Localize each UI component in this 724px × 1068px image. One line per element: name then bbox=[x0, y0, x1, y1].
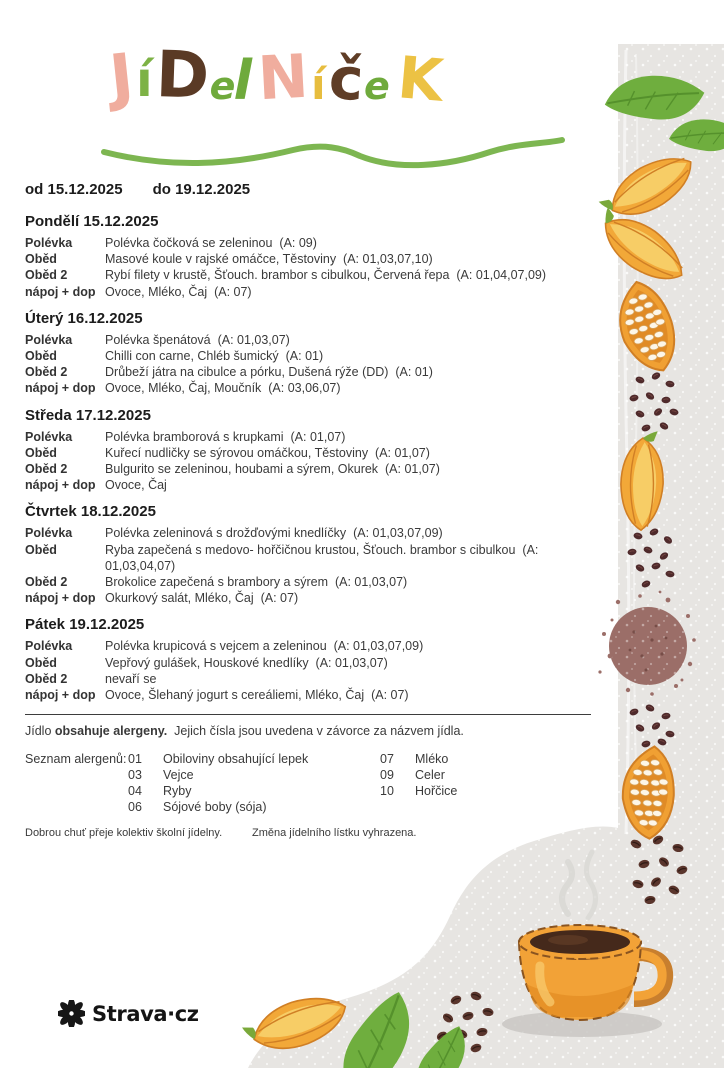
course-label: Oběd bbox=[25, 655, 57, 670]
course-label: nápoj + dop bbox=[25, 591, 96, 606]
course-text: Chilli con carne, Chléb šumický (A: 01) bbox=[105, 349, 324, 364]
course-label: Polévka bbox=[25, 526, 73, 541]
menu-row bbox=[25, 445, 600, 461]
allergen-item bbox=[380, 783, 457, 799]
course-label: Polévka bbox=[25, 332, 73, 347]
logo-letter: e bbox=[363, 64, 390, 108]
course-label: Polévka bbox=[25, 429, 73, 444]
allergen-number: 03 bbox=[128, 767, 142, 782]
course-text: Kuřecí nudličky se sýrovou omáčkou, Těstoviny (A: 01,07) bbox=[105, 445, 430, 460]
allergen-column-1 bbox=[128, 751, 380, 816]
day-section-friday bbox=[25, 616, 600, 703]
logo-underline-swoosh bbox=[98, 136, 568, 170]
course-label: Polévka bbox=[25, 639, 73, 654]
allergen-number: 10 bbox=[380, 784, 394, 799]
course-label: Oběd bbox=[25, 252, 57, 267]
footer-note bbox=[25, 827, 600, 839]
course-label: Oběd 2 bbox=[25, 671, 68, 686]
course-text: nevaří se bbox=[105, 671, 157, 686]
course-text: Ryba zapečená s medovo- hořčičnou krustou, Šťouch. brambor s cibulkou (A: 01,03,04,07) bbox=[105, 542, 542, 573]
logo-letter: í bbox=[311, 60, 326, 109]
allergen-name: Mléko bbox=[415, 751, 449, 766]
allergen-name: Sójové boby (sója) bbox=[163, 800, 267, 815]
menu-row bbox=[25, 525, 600, 541]
course-text: Vepřový gulášek, Houskové knedlíky (A: 01,03,07) bbox=[105, 655, 388, 670]
allergen-note-bold: obsahuje alergeny. bbox=[54, 724, 168, 739]
menu-row bbox=[25, 477, 600, 493]
menu-row bbox=[25, 267, 600, 283]
course-text: Polévka čočková se zeleninou (A: 09) bbox=[105, 236, 317, 250]
jidelnicek-logo bbox=[106, 38, 580, 166]
course-text: Brokolice zapečená s brambory a sýrem (A: 01,03,07) bbox=[105, 575, 408, 590]
divider-line bbox=[25, 714, 591, 715]
menu-row bbox=[25, 429, 600, 445]
allergen-item bbox=[128, 783, 380, 799]
footer-left-text: Dobrou chuť přeje kolektiv školní jídelny. bbox=[25, 826, 223, 839]
logo-letter: í bbox=[136, 52, 153, 108]
menu-row bbox=[25, 671, 600, 687]
allergen-note-prefix: Jídlo bbox=[25, 724, 55, 739]
course-label: Oběd 2 bbox=[25, 268, 68, 283]
course-text: Ovoce, Čaj bbox=[105, 478, 167, 493]
course-label: nápoj + dop bbox=[25, 478, 96, 493]
logo-letter: N bbox=[256, 41, 310, 115]
allergen-column-2 bbox=[380, 751, 457, 816]
logo-letters bbox=[106, 38, 446, 115]
day-section-monday bbox=[25, 213, 600, 300]
menu-row bbox=[25, 284, 600, 300]
allergen-note bbox=[25, 724, 600, 738]
course-text: Ovoce, Mléko, Čaj, Moučník (A: 03,06,07) bbox=[105, 381, 341, 396]
course-text: Rybí filety v krustě, Šťouch. brambor s cibulkou, Červená řepa (A: 01,04,07,09) bbox=[105, 268, 547, 283]
course-label: Oběd bbox=[25, 349, 57, 364]
logo-letter: K bbox=[394, 43, 446, 115]
allergen-name: Ryby bbox=[163, 784, 192, 799]
course-text: Ovoce, Šlehaný jogurt s cereáliemi, Mléko, Čaj (A: 07) bbox=[105, 688, 409, 703]
allergen-list bbox=[25, 751, 600, 816]
allergen-item bbox=[380, 767, 457, 783]
logo-letter: č bbox=[326, 44, 365, 114]
logo-letter: D bbox=[154, 38, 210, 114]
course-label: Oběd bbox=[25, 542, 57, 557]
allergen-name: Hořčice bbox=[415, 784, 458, 799]
course-text: Masové koule v rajské omáčce, Těstoviny (A: 01,03,07,10) bbox=[105, 252, 433, 267]
menu-row bbox=[25, 655, 600, 671]
course-label: Oběd 2 bbox=[25, 462, 68, 477]
strava-logo bbox=[58, 1000, 199, 1027]
strava-brand-text: Strava·cz bbox=[92, 1001, 199, 1026]
course-text: Polévka bramborová s krupkami (A: 01,07) bbox=[105, 429, 346, 444]
menu-row bbox=[25, 574, 600, 590]
day-title: Pátek 19.12.2025 bbox=[25, 616, 145, 634]
date-to: do 19.12.2025 bbox=[152, 181, 251, 198]
course-text: Ovoce, Mléko, Čaj (A: 07) bbox=[105, 284, 252, 299]
allergen-note-rest: Jejich čísla jsou uvedena v závorce za názvem jídla. bbox=[167, 724, 464, 739]
course-label: Oběd 2 bbox=[25, 575, 68, 590]
course-label: Polévka bbox=[25, 236, 73, 250]
menu-row bbox=[25, 638, 600, 654]
day-title: Čtvrtek 18.12.2025 bbox=[25, 503, 156, 521]
logo-letter: e bbox=[209, 64, 236, 108]
menu-row bbox=[25, 332, 600, 348]
menu-row bbox=[25, 687, 600, 703]
course-text: Polévka zeleninová s drožďovými knedlíčky (A: 01,03,07,09) bbox=[105, 526, 443, 541]
course-label: nápoj + dop bbox=[25, 284, 96, 299]
allergen-name: Celer bbox=[415, 767, 445, 782]
menu-document bbox=[0, 38, 724, 1068]
allergen-number: 04 bbox=[128, 784, 142, 799]
menu-row bbox=[25, 380, 600, 396]
allergen-list-label: Seznam alergenů: bbox=[25, 751, 127, 766]
course-text: Polévka špenátová (A: 01,03,07) bbox=[105, 332, 290, 347]
course-text: Drůbeží játra na cibulce a pórku, Dušená rýže (DD) (A: 01) bbox=[105, 365, 433, 380]
day-title: Úterý 16.12.2025 bbox=[25, 309, 143, 327]
course-label: nápoj + dop bbox=[25, 381, 96, 396]
logo-letter: J bbox=[106, 38, 137, 115]
menu-content bbox=[0, 38, 600, 839]
allergen-item bbox=[128, 799, 380, 815]
menu-row bbox=[25, 542, 600, 574]
day-section-tuesday bbox=[25, 310, 600, 397]
footer-right-text: Změna jídelního lístku vyhrazena. bbox=[252, 826, 417, 839]
allergen-item bbox=[128, 767, 380, 783]
menu-row bbox=[25, 461, 600, 477]
date-from: od 15.12.2025 bbox=[25, 181, 123, 198]
course-label: Oběd bbox=[25, 445, 57, 460]
allergen-number: 06 bbox=[128, 800, 142, 815]
menu-row bbox=[25, 364, 600, 380]
allergen-name: Obiloviny obsahující lepek bbox=[163, 751, 309, 766]
menu-row bbox=[25, 590, 600, 606]
course-label: nápoj + dop bbox=[25, 688, 96, 703]
menu-row bbox=[25, 348, 600, 364]
allergen-name: Vejce bbox=[163, 767, 194, 782]
strava-flower-icon bbox=[58, 1000, 85, 1027]
course-text: Bulgurito se zeleninou, houbami a sýrem, Okurek (A: 01,07) bbox=[105, 462, 440, 477]
course-text: Polévka krupicová s vejcem a zeleninou (A: 01,03,07,09) bbox=[105, 639, 424, 654]
menu-row bbox=[25, 235, 600, 251]
menu-row bbox=[25, 251, 600, 267]
allergen-item bbox=[128, 751, 380, 767]
day-section-wednesday bbox=[25, 407, 600, 494]
logo-letter: l bbox=[233, 49, 252, 112]
allergen-number: 09 bbox=[380, 767, 394, 782]
day-title: Pondělí 15.12.2025 bbox=[25, 213, 159, 230]
date-range bbox=[25, 181, 600, 198]
day-section-thursday bbox=[25, 503, 600, 606]
allergen-item bbox=[380, 751, 457, 767]
allergen-number: 07 bbox=[380, 751, 394, 766]
allergen-number: 01 bbox=[128, 751, 142, 766]
course-text: Okurkový salát, Mléko, Čaj (A: 07) bbox=[105, 591, 299, 606]
course-label: Oběd 2 bbox=[25, 365, 68, 380]
day-title: Středa 17.12.2025 bbox=[25, 406, 151, 424]
